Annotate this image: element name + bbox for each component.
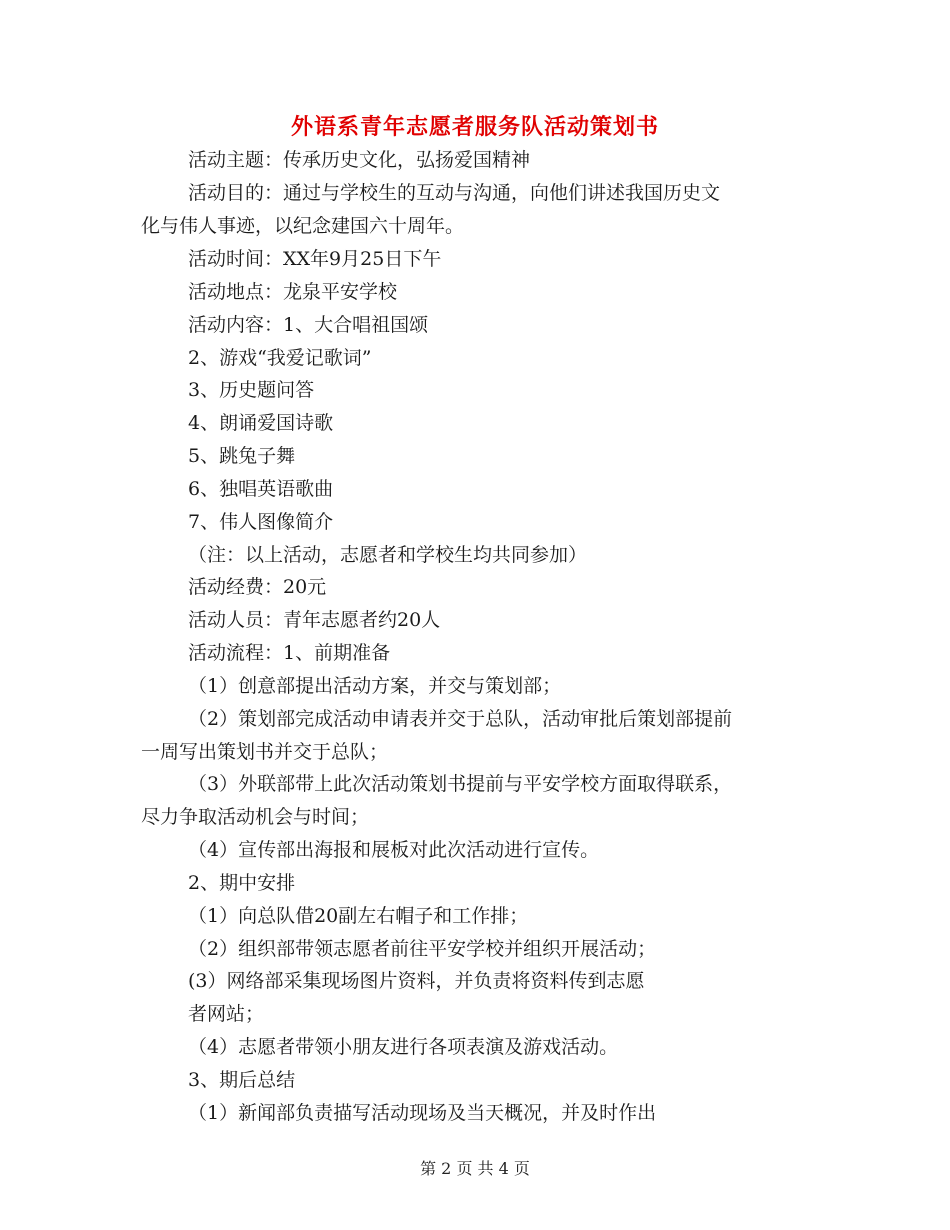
text-line: （1）向总队借20副左右帽子和工作排；: [188, 905, 529, 927]
text-line: （1）创意部提出活动方案，并交与策划部；: [188, 675, 562, 697]
text-line: （4）宣传部出海报和展板对此次活动进行宣传。: [188, 839, 600, 861]
text-line: 7、伟人图像简介: [188, 511, 334, 533]
text-line: 尽力争取活动机会与时间；: [141, 806, 370, 828]
text-line: 5、跳兔子舞: [188, 445, 296, 467]
text-line: 活动内容：1、大合唱祖国颂: [188, 314, 429, 336]
text-line: 者网站；: [188, 1003, 265, 1025]
page-number: 第 2 页 共 4 页: [420, 1159, 530, 1178]
text-line: 活动目的：通过与学校生的互动与沟通，向他们讲述我国历史文: [188, 182, 721, 204]
text-line: 活动流程：1、前期准备: [188, 642, 391, 664]
text-line: 2、游戏“我爱记歌词”: [188, 347, 372, 369]
text-line: （4）志愿者带领小朋友进行各项表演及游戏活动。: [188, 1036, 619, 1058]
document-title: 外语系青年志愿者服务队活动策划书: [290, 114, 659, 140]
text-line: 化与伟人事迹，以纪念建国六十周年。: [141, 215, 465, 237]
text-line: （注：以上活动，志愿者和学校生均共同参加）: [188, 544, 588, 566]
text-line: 活动人员：青年志愿者约20人: [188, 609, 441, 631]
text-line: （3）外联部带上此次活动策划书提前与平安学校方面取得联系，: [188, 773, 733, 795]
text-line: 一周写出策划书并交于总队；: [141, 741, 389, 763]
text-line: 活动主题：传承历史文化，弘扬爱国精神: [188, 149, 531, 171]
text-line: （1）新闻部负责描写活动现场及当天概况，并及时作出: [188, 1102, 657, 1124]
text-line: 3、期后总结: [188, 1069, 296, 1091]
text-line: 活动地点：龙泉平安学校: [188, 281, 398, 303]
text-line: 2、期中安排: [188, 872, 296, 894]
text-line: 活动经费：20元: [188, 576, 327, 598]
text-line: （2）组织部带领志愿者前往平安学校并组织开展活动；: [188, 938, 657, 960]
text-line: 活动时间：XX年9月25日下午: [188, 248, 442, 270]
text-line: 6、独唱英语歌曲: [188, 478, 334, 500]
text-line: 4、朗诵爱国诗歌: [188, 412, 334, 434]
text-line: （2）策划部完成活动申请表并交于总队，活动审批后策划部提前: [188, 708, 733, 730]
text-line: 3、历史题问答: [188, 379, 315, 401]
text-line: (3）网络部采集现场图片资料，并负责将资料传到志愿: [188, 970, 645, 992]
